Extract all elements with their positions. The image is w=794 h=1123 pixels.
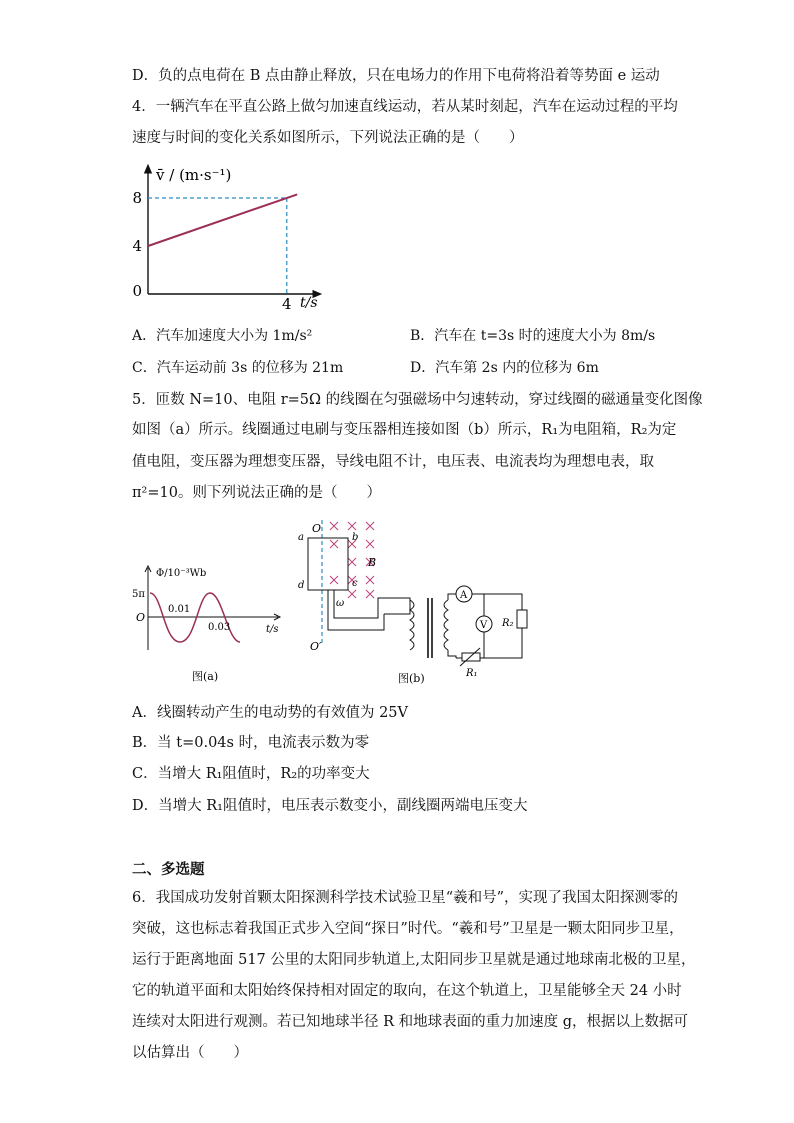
q6-line4: 它的轨道平面和太阳始终保持相对固定的取向，在这个轨道上，卫星能够全天 24 小时 [132, 983, 682, 999]
label-b-field: B [368, 556, 377, 569]
flux-amp-label: 5π [132, 589, 145, 600]
fig-b-caption: 图(b) [398, 672, 425, 685]
resistor-r1 [462, 653, 480, 661]
flux-origin: O [136, 611, 146, 624]
ytick-8: 8 [132, 189, 142, 207]
label-o: O [312, 522, 322, 535]
secondary-wires [448, 594, 456, 658]
q3-option-d: D．负的点电荷在 B 点由静止释放，只在电场力的作用下电荷将沿着等势面 e 运动 [132, 68, 660, 84]
q5-option-a: A．线圈转动产生的电动势的有效值为 25V [132, 705, 409, 721]
q4-option-a: A．汽车加速度大小为 1m/s² [132, 328, 313, 344]
transformer-primary-wires [378, 598, 410, 614]
q4-stem-line1: 4．一辆汽车在平直公路上做匀加速直线运动，若从某时刻起，汽车在运动过程的平均 [132, 99, 678, 115]
transformer-primary-coil [410, 600, 414, 650]
flux-t1: 0.01 [168, 604, 191, 615]
r1-label: R₁ [466, 668, 478, 679]
flux-t2: 0.03 [208, 622, 231, 633]
chart-ylabel: v̄ / (m·s⁻¹) [156, 166, 232, 184]
label-b: b [352, 532, 359, 543]
transformer-secondary-coil [444, 600, 448, 650]
flux-ylabel: Φ/10⁻³Wb [156, 568, 207, 579]
voltmeter-label: V [480, 620, 488, 631]
resistor-r2 [517, 610, 527, 628]
coil-loop [308, 538, 348, 590]
q5-stem-line2: 如图（a）所示。线圈通过电刷与变压器相连接如图（b）所示，R₁为电阻箱，R₂为定 [132, 422, 677, 438]
q5-flux-graph [128, 560, 288, 690]
q4-option-d: D．汽车第 2s 内的位移为 6m [410, 360, 599, 376]
fig-a-caption: 图(a) [192, 670, 219, 683]
velocity-line [148, 194, 297, 246]
q4-option-b: B．汽车在 t=3s 时的速度大小为 8m/s [410, 328, 656, 344]
q4-stem-line2: 速度与时间的变化关系如图所示，下列说法正确的是（ ） [132, 130, 524, 146]
r2-label: R₂ [502, 618, 514, 629]
ammeter-label: A [460, 590, 468, 601]
q5-circuit-figure [288, 518, 538, 690]
ytick-4: 4 [132, 237, 142, 255]
label-omega: ω [336, 598, 345, 609]
ytick-0: 0 [132, 282, 142, 300]
q4-velocity-chart [128, 160, 338, 320]
q5-stem-line3: 值电阻，变压器为理想变压器，导线电阻不计，电压表、电流表均为理想电表，取 [132, 454, 654, 470]
label-o-prime: O′ [310, 640, 322, 653]
label-a: a [298, 532, 304, 543]
q5-stem-line4: π²=10。则下列说法正确的是（ ） [132, 485, 381, 501]
q6-line5: 连续对太阳进行观测。若已知地球半径 R 和地球表面的重力加速度 g，根据以上数据可 [132, 1014, 689, 1030]
flux-xlabel: t/s [266, 624, 279, 635]
label-c: c [352, 578, 358, 589]
q6-line3: 运行于距离地面 517 公里的太阳同步轨道上,太阳同步卫星就是通过地球南北极的卫星， [132, 952, 696, 968]
xtick-4: 4 [282, 295, 292, 313]
q5-option-c: C．当增大 R₁阻值时，R₂的功率变大 [132, 766, 370, 782]
label-d: d [298, 580, 305, 591]
q4-option-c: C．汽车运动前 3s 的位移为 21m [132, 360, 344, 376]
q5-option-b: B．当 t=0.04s 时，电流表示数为零 [132, 735, 370, 751]
section-2-title: 二、多选题 [132, 861, 205, 878]
coil-leads [328, 590, 384, 630]
q6-line2: 突破，这也标志着我国正式步入空间“探日”时代。“羲和号”卫星是一颗太阳同步卫星， [132, 921, 684, 937]
q6-line6: 以估算出（ ） [132, 1045, 248, 1061]
q5-stem-line1: 5．匝数 N=10、电阻 r=5Ω 的线圈在匀强磁场中匀速转动，穿过线圈的磁通量变化图像 [132, 392, 703, 408]
q6-line1: 6．我国成功发射首颗太阳探测科学技术试验卫星“羲和号”，实现了我国太阳探测零的 [132, 890, 679, 906]
chart-xlabel: t/s [300, 295, 318, 311]
q5-option-d: D．当增大 R₁阻值时，电压表示数变小，副线圈两端电压变大 [132, 798, 528, 814]
